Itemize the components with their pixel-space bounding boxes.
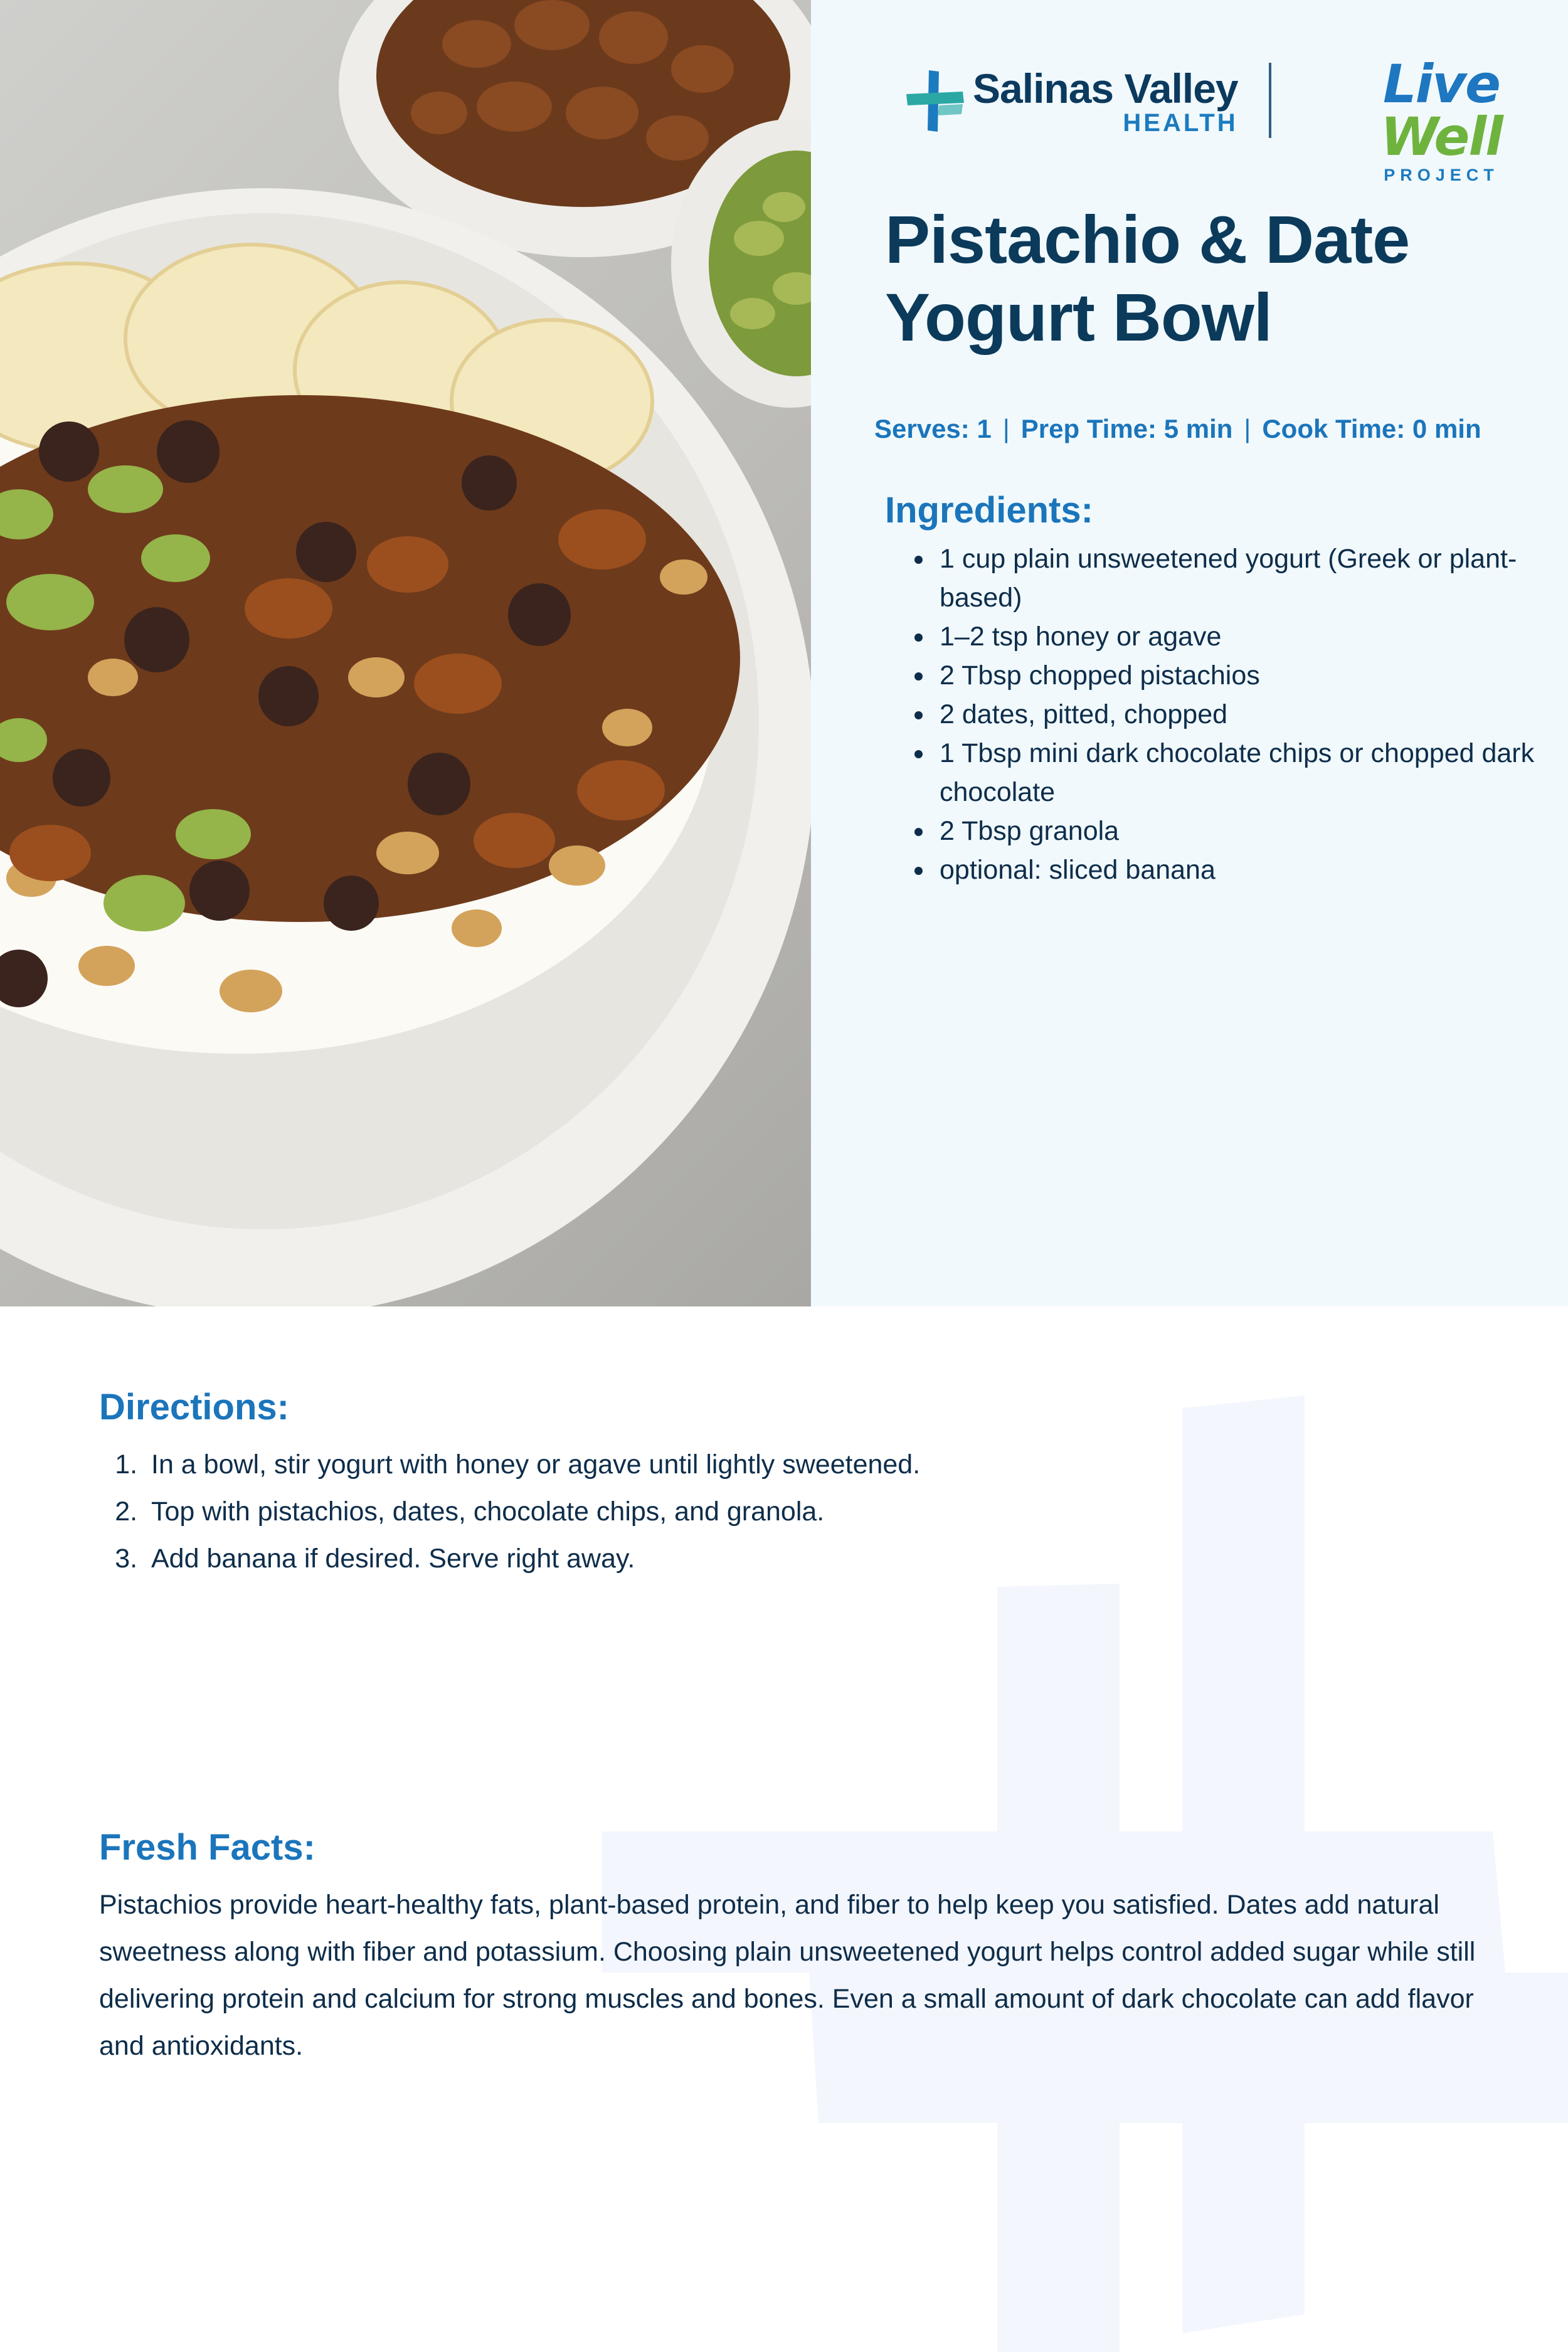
live-well-project-logo — [1315, 53, 1568, 184]
recipe-title-line2: Yogurt Bowl — [885, 279, 1272, 356]
directions-list — [99, 1441, 1274, 1582]
ingredients-heading: Ingredients: — [885, 490, 1093, 531]
ingredient-item: • 2 dates, pitted, chopped — [935, 695, 1568, 734]
ingredient-item: • 1 Tbsp mini dark chocolate chips or chopped dark chocolate — [935, 734, 1568, 812]
meta-separator: | — [1002, 414, 1010, 443]
ingredient-item: • optional: sliced banana — [935, 850, 1568, 889]
ingredient-item: • 1 cup plain unsweetened yogurt (Greek or plant-based) — [935, 539, 1568, 617]
ingredient-item: • 1–2 tsp honey or agave — [935, 617, 1568, 656]
ingredient-item: • 2 Tbsp granola — [935, 812, 1568, 850]
recipe-meta — [874, 414, 1481, 444]
hero-food-photo — [0, 0, 811, 1306]
brand-subtitle: HEALTH — [1123, 109, 1238, 137]
direction-step: 2. Top with pistachios, dates, chocolate chips, and granola. — [145, 1488, 1274, 1535]
yogurt-bowl-image — [0, 0, 811, 1306]
salinas-valley-health-logo — [906, 65, 1238, 137]
brand-name: Salinas Valley — [973, 65, 1238, 112]
medical-cross-icon — [906, 70, 964, 133]
fresh-facts-body: Pistachios provide heart-healthy fats, plant-based protein, and fiber to help keep you satisfied. Dates add natural sweetness along with fiber and potassium. Choosing plain unsweetened yogurt helps control added sugar while still delivering protein and calcium for strong muscles and bones. Even a small amount of dark chocolate can add flavor and antioxidants. — [99, 1890, 1476, 2061]
recipe-title — [885, 201, 1550, 356]
direction-step: 1. In a bowl, stir yogurt with honey or agave until lightly sweetened. — [145, 1441, 1274, 1488]
partner-subtitle: PROJECT — [1384, 166, 1499, 184]
logo-divider — [1269, 63, 1271, 138]
recipe-title-line1: Pistachio & Date — [885, 201, 1410, 277]
cook-time-label: Cook Time: 0 min — [1262, 414, 1481, 443]
partner-live: Live — [1382, 53, 1500, 115]
directions-heading: Directions: — [99, 1387, 289, 1428]
fresh-facts-heading: Fresh Facts: — [99, 1827, 315, 1868]
partner-well: Well — [1380, 106, 1502, 167]
meta-separator: | — [1244, 414, 1251, 443]
serves-label: Serves: 1 — [874, 414, 992, 443]
ingredient-item: • 2 Tbsp chopped pistachios — [935, 656, 1568, 695]
ingredients-list — [891, 539, 1568, 889]
direction-step: 3. Add banana if desired. Serve right away. — [145, 1535, 1274, 1582]
prep-time-label: Prep Time: 5 min — [1020, 414, 1233, 443]
